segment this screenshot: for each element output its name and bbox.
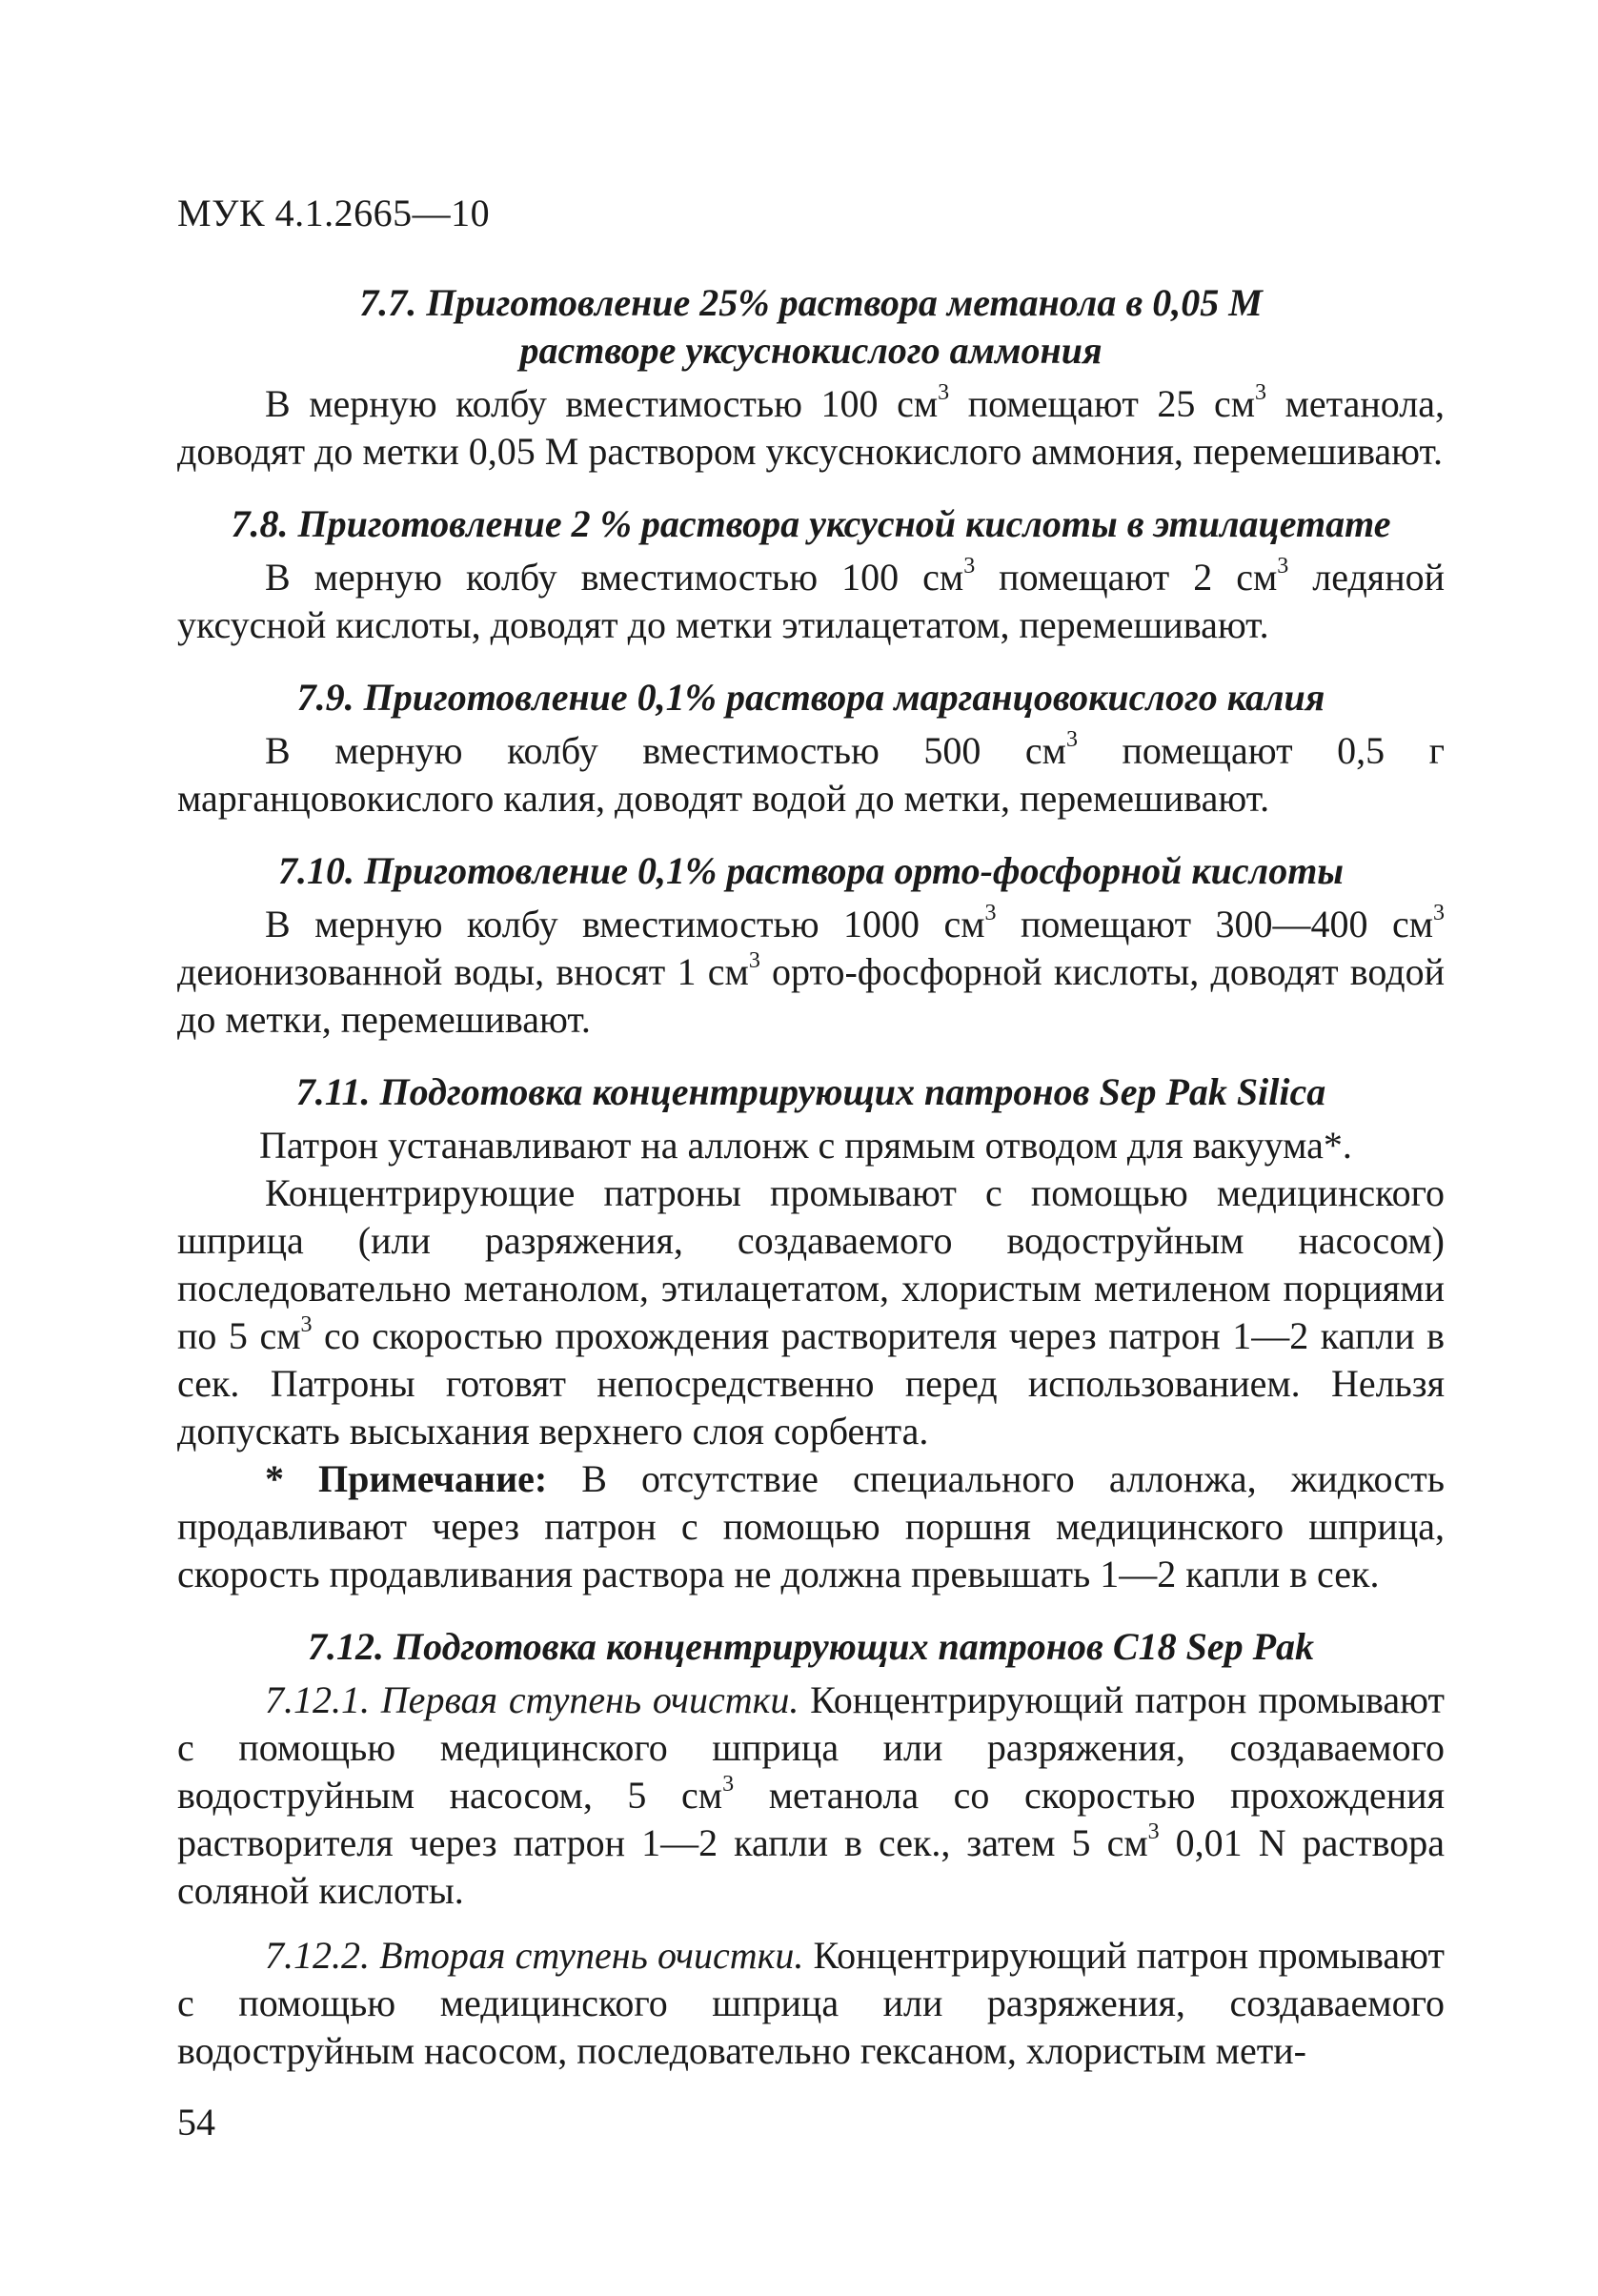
section-7-8-text: В мерную колбу вместимостью 100 $см^3$ помещают 2 $см^3$ ледяной уксусной кислоты, доводят до метки этилацетатом, перемешивают. [177, 554, 1446, 646]
step-1-label: 7.12.1. Первая ступень очистки. [265, 1678, 799, 1721]
page-content [177, 279, 1445, 2100]
section-7-12-2-text: 7.12.2. Вторая ступень очистки. Концентрирующий патрон промывают с помощью медицинского шприца или разряжения, создаваемого водоструйным насосом, последовательно гексаном, хлористым мети- [177, 1934, 1445, 2072]
page-number: 54 [177, 2101, 215, 2144]
document-page [177, 0, 1445, 2296]
section-7-10 [177, 847, 1445, 1044]
section-7-9-title: 7.9. Приготовление 0,1% раствора марганцовокислого калия [296, 676, 1325, 719]
section-7-11-para-1: Патрон устанавливают на аллонж с прямым отводом для вакуума*. [259, 1124, 1352, 1167]
section-7-12-title: 7.12. Подготовка концентрирующих патронов С18 Sep Pak [308, 1625, 1314, 1668]
section-7-12-1-text: 7.12.1. Первая ступень очистки. Концентрирующий патрон промывают с помощью медицинского шприца или разряжения, создаваемого водоструйным насосом, 5 $см^3$ метанола со скоростью прохождения растворителя через патрон 1—2 капли в сек., затем 5 $см^3$ 0,01 N раствора соляной кислоты. [177, 1678, 1445, 1912]
section-7-10-title: 7.10. Приготовление 0,1% раствора орто-фосфорной кислоты [277, 849, 1345, 892]
step-2-label: 7.12.2. Вторая ступень очистки. [265, 1934, 804, 1977]
document-code-header: МУК 4.1.2665—10 [177, 192, 491, 234]
section-7-7-text: В мерную колбу вместимостью 100 $см^3$ помещают 25 $см^3$ метанола, доводят до метки 0,05 М раствором уксуснокислого аммония, перемешивают. [177, 380, 1445, 473]
section-7-8 [177, 500, 1445, 649]
section-7-11-note: * Примечание: В отсутствие специального аллонжа, жидкость продавливают через патрон с помощью поршня медицинского шприца, скорость продавливания раствора не должна превышать 1—2 капли в сек. [177, 1457, 1446, 1595]
section-7-11-para-2: Концентрирующие патроны промывают с помощью медицинского шприца (или разряжения, создаваемого водоструйным насосом) последовательно метанолом, этилацетатом, хлористым метиленом порциями по 5 $см^3$ со скоростью прохождения растворителя через патрон 1—2 капли в сек. Патроны готовят непосредственно перед использованием. Нельзя допускать высыхания верхнего слоя сорбента. [177, 1171, 1445, 1453]
note-label: * Примечание: [265, 1457, 548, 1500]
section-7-11-title: 7.11. Подготовка концентрирующих патронов Sep Pak Silica [295, 1070, 1326, 1113]
section-7-9 [177, 674, 1445, 823]
section-7-7 [177, 279, 1445, 476]
section-7-11 [177, 1068, 1445, 1598]
section-7-10-text: В мерную колбу вместимостью 1000 $см^3$ помещают 300—400 $см^3$ деионизованной воды, вносят 1 $см^3$ орто-фосфорной кислоты, доводят водой до метки, перемешивают. [177, 901, 1446, 1041]
section-7-7-title: 7.7. Приготовление 25% раствора метанола в 0,05 М растворе уксуснокислого аммония [359, 281, 1263, 372]
section-7-8-title: 7.8. Приготовление 2 % раствора уксусной кислоты в этилацетате [231, 502, 1391, 545]
section-7-12 [177, 1623, 1445, 2075]
section-7-9-text: В мерную колбу вместимостью 500 $см^3$ помещают 0,5 г марганцовокислого калия, доводят водой до метки, перемешивают. [177, 727, 1445, 820]
